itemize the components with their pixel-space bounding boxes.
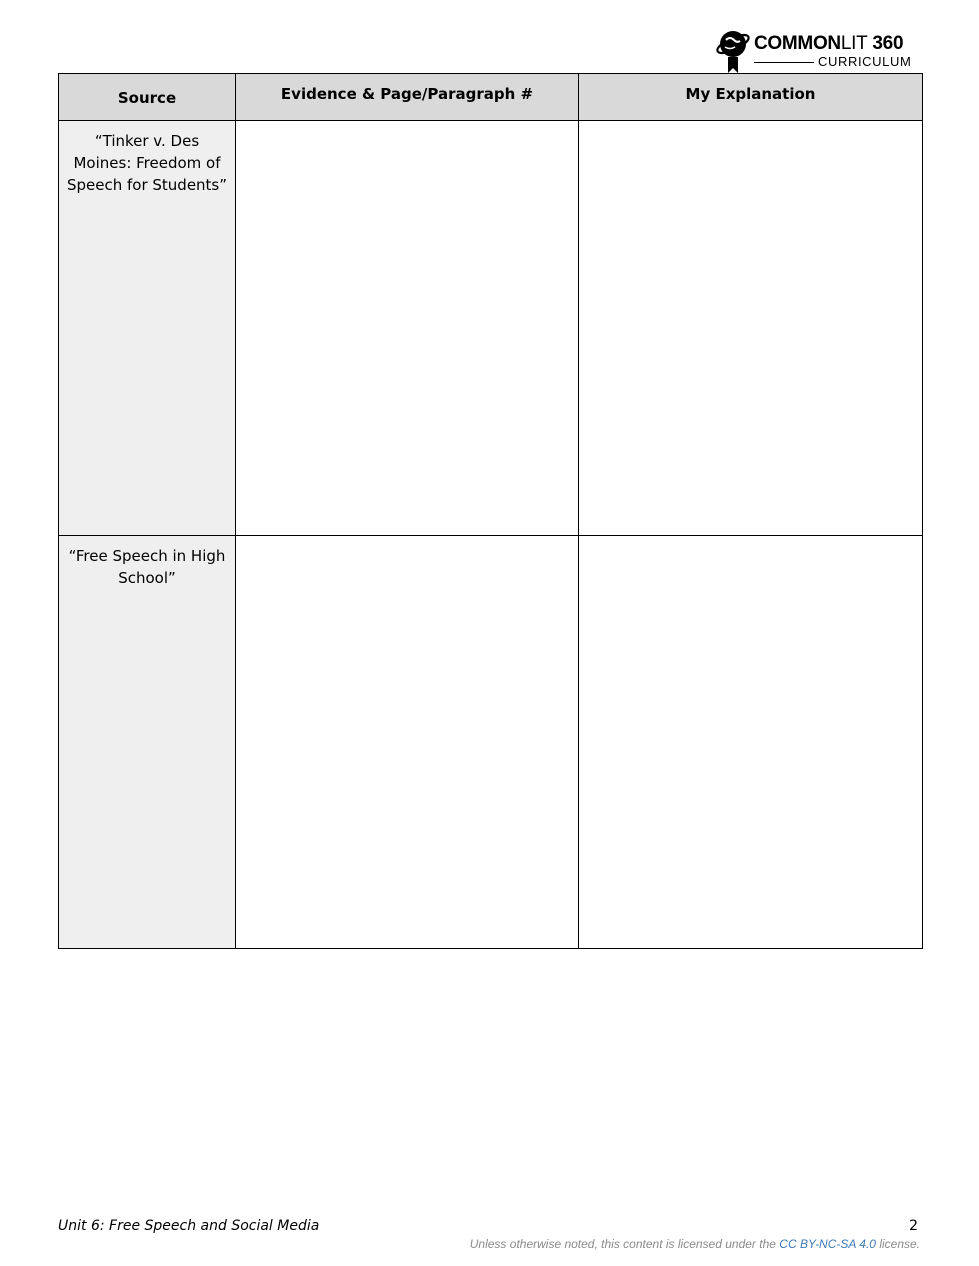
header-row: [59, 74, 923, 121]
logo-rule: [754, 62, 814, 63]
evidence-cell[interactable]: [236, 121, 579, 536]
source-cell: “Tinker v. Des Moines: Freedom of Speech for Students”: [59, 121, 236, 536]
explanation-cell[interactable]: [579, 121, 923, 536]
page-number: 2: [909, 1218, 918, 1234]
header-evidence: Evidence & Page/Paragraph #: [236, 74, 579, 121]
logo-wordmark: COMMONLIT 360: [754, 33, 904, 54]
source-cell: “Free Speech in High School”: [59, 536, 236, 949]
logo-tagline: CURRICULUM: [818, 54, 912, 69]
evidence-cell[interactable]: [236, 536, 579, 949]
globe-ribbon-icon: [714, 28, 752, 74]
commonlit-logo: [714, 28, 920, 74]
table-row: [59, 121, 923, 536]
header-explanation: My Explanation: [579, 74, 923, 121]
header-source: Source: [59, 74, 236, 121]
table-row: [59, 536, 923, 949]
explanation-cell[interactable]: [579, 536, 923, 949]
unit-title: Unit 6: Free Speech and Social Media: [58, 1218, 320, 1234]
license-notice: Unless otherwise noted, this content is licensed under the CC BY-NC-SA 4.0 license.: [469, 1237, 920, 1251]
license-link[interactable]: CC BY-NC-SA 4.0: [779, 1237, 876, 1251]
evidence-organizer-table: [58, 73, 923, 949]
